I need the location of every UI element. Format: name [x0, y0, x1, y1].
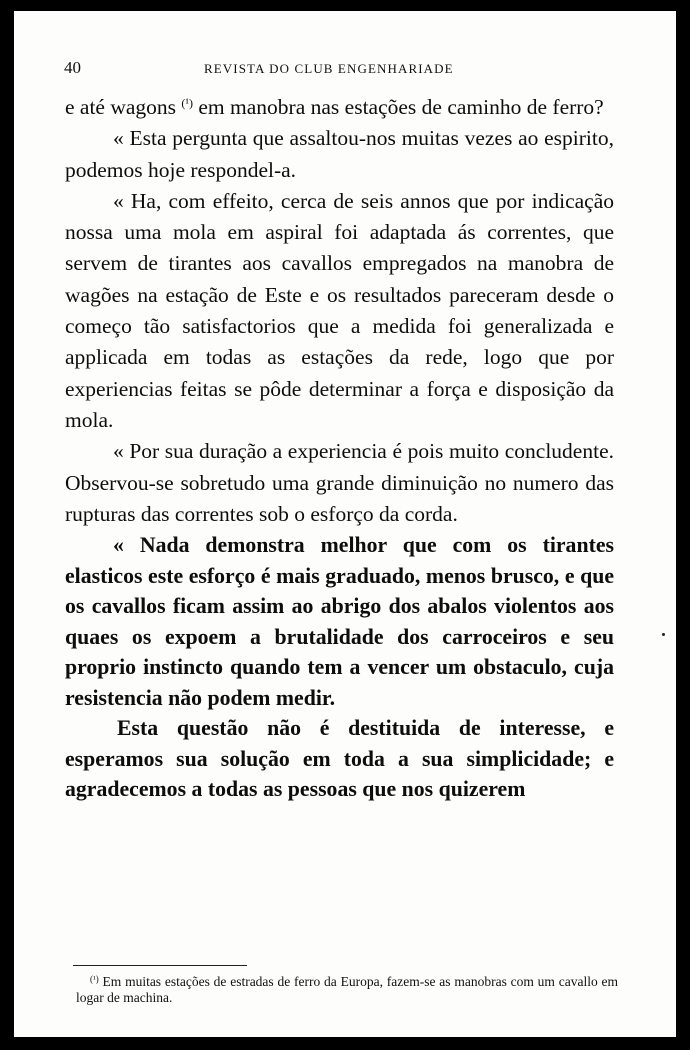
ink-speck [662, 633, 665, 636]
paragraph-4: « Por sua duração a experiencia é pois muito concludente. Observou-se sobretudo uma grande diminuição no numero das rupturas das correntes sob o esforço da corda. [65, 439, 614, 526]
footnote [76, 974, 618, 1006]
paragraph-5: « Nada demonstra melhor que com os tirantes elasticos este esforço é mais graduado, menos brusco, e que os cavallos ficam assim ao abrigo dos abalos violentos aos quaes os expoem a brutalidade dos carroceiros e seu proprio instincto quando tem a vencer um obstaculo, cuja resistencia não podem medir. [65, 533, 614, 710]
paragraph-3: « Ha, com effeito, cerca de seis annos que por indicação nossa uma mola em aspiral foi adaptada ás correntes, que servem de tirantes aos cavallos empregados na manobra de wagões na estação de Este e os resultados pareceram desde o começo tão satisfactorios que a medida foi generalizada e applicada em todas as estações da rede, logo que por experiencias feitas se pôde determinar a força e disposição da mola. [65, 188, 614, 432]
paragraph-1 [65, 92, 614, 123]
paragraph-1-rest: em manobra nas estações de caminho de ferro? [198, 95, 604, 119]
book-page [14, 11, 676, 1037]
body-text [65, 92, 614, 805]
running-title: REVISTA DO CLUB ENGENHARIADE [204, 61, 454, 76]
footnote-text: Em muitas estações de estradas de ferro da Europa, fazem-se as manobras com um cavallo em logar de machina. [76, 974, 619, 1005]
footnote-divider [73, 965, 247, 966]
paragraph-2: « Esta pergunta que assaltou-nos muitas vezes ao espirito, podemos hoje respondel-a. [65, 126, 614, 182]
paragraph-6: Esta questão não é destituida de interesse, e esperamos sua solução em toda a sua simplicidade; e agradecemos a todas as pessoas que nos quizerem [65, 716, 614, 802]
paragraph-1-start: e até wagons [65, 95, 177, 119]
page-header [14, 58, 676, 82]
footnote-reference: (¹) [181, 96, 194, 110]
page-number: 40 [64, 58, 81, 77]
footnote-marker: (¹) [90, 974, 99, 984]
